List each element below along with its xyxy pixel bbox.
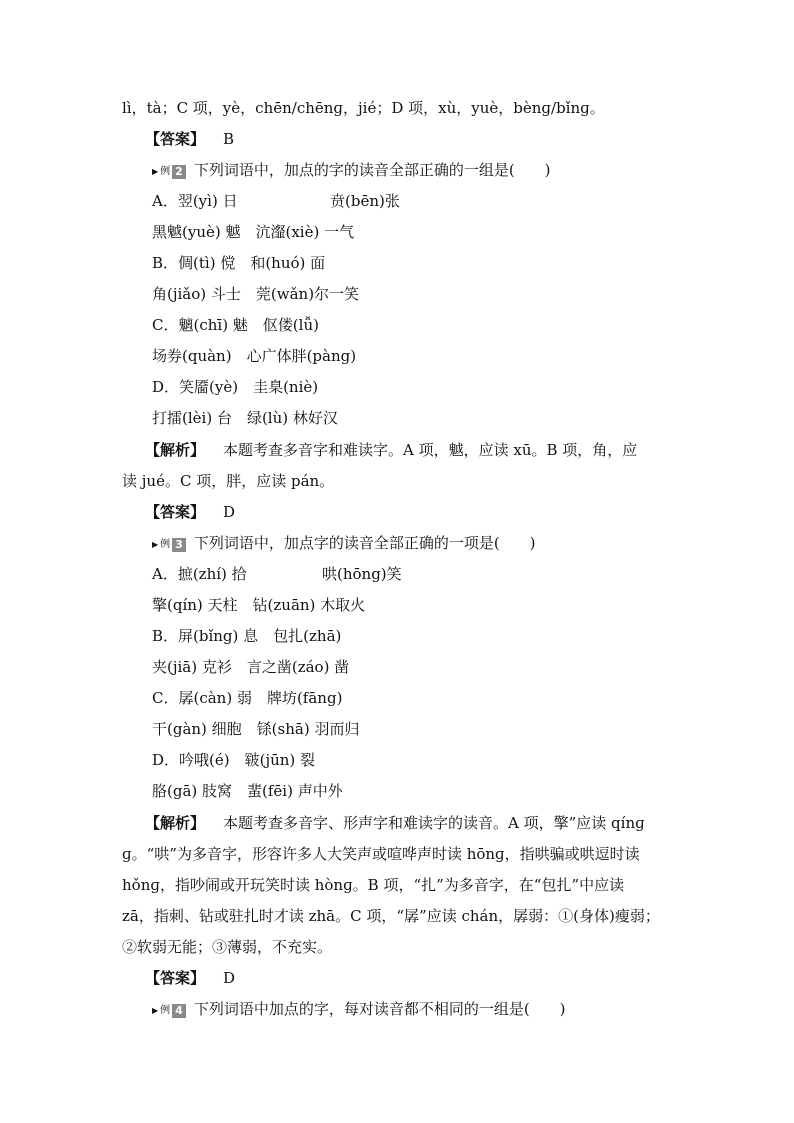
explanation-label: 【解析】 [145,441,206,459]
option-line: 场券(quàn) 心广体胖(pàng) [152,347,357,365]
answer-label: 【答案】 [145,503,206,521]
answer-value: D [223,969,236,987]
answer-label: 【答案】 [145,130,206,148]
explanation-line: ②软弱无能；③薄弱，不充实。 [122,938,333,956]
explanation-line [145,440,705,460]
question-text: 下列词语中加点的字，每对读音都不相同的一组是( ) [193,1000,566,1018]
option-line: 胳(gā) 肢窝 蜚(fēi) 声中外 [152,782,343,800]
explanation-text: 本题考查多音字和难读字。A 项，魆，应读 xū。B 项，角，应 [223,441,638,459]
answer-line [145,968,705,988]
example-badge-label: 例 [160,1005,171,1016]
question-text: 下列词语中，加点字的读音全部正确的一项是( ) [193,534,536,552]
option-line: D．吟哦(é) 皲(jūn) 裂 [152,751,316,769]
example-question [152,160,712,182]
answer-value: D [223,503,236,521]
answer-line [145,502,705,522]
option-line [152,564,712,584]
example-badge-label: 例 [160,539,171,550]
text-line: lì，tà；C 项，yè，chēn/chēnɡ，jié；D 项，xù，yuè，bènɡ/bǐnɡ。 [122,99,605,117]
example-question [152,999,712,1021]
option-line: 擎(qín) 天柱 钻(zuān) 木取火 [152,596,366,614]
triangle-icon: ▶ [152,167,159,176]
example-badge-label: 例 [160,166,171,177]
explanation-line: zā，指刺、钻或驻扎时才读 zhā。C 项，“孱”应读 chán，孱弱：①(身体)瘦弱； [122,907,660,925]
option-line [152,191,712,211]
explanation-text: 本题考查多音字、形声字和难读字的读音。A 项，擎”应读 qínɡ [223,814,645,832]
option-a-part1: A．翌(yì) 日 [152,192,238,210]
example-badge [152,1001,186,1021]
answer-value: B [223,130,235,148]
example-question [152,533,712,555]
option-line: 干(gàn) 细胞 铩(shā) 羽而归 [152,720,360,738]
example-badge-number: 2 [172,165,186,179]
answer-line [145,129,705,149]
option-line: 打擂(lèi) 台 绿(lù) 林好汉 [152,409,338,427]
answer-label: 【答案】 [145,969,206,987]
question-text: 下列词语中，加点的字的读音全部正确的一组是( ) [193,161,551,179]
option-line: D．笑靥(yè) 圭臬(niè) [152,378,319,396]
option-line: B．屏(bǐng) 息 包扎(zhā) [152,627,342,645]
example-badge-number: 3 [172,538,186,552]
explanation-line: hǒnɡ，指吵闹或开玩笑时读 hònɡ。B 项，“扎”为多音字，在“包扎”中应读 [122,876,625,894]
example-badge [152,162,186,182]
explanation-line [145,813,705,833]
option-line: C．孱(càn) 弱 牌坊(fāng) [152,689,343,707]
option-line: 角(jiǎo) 斗士 莞(wǎn)尔一笑 [152,285,360,303]
explanation-label: 【解析】 [145,814,206,832]
option-line: B．倜(tì) 傥 和(huó) 面 [152,254,326,272]
triangle-icon: ▶ [152,1006,159,1015]
option-a-part2: 哄(hōng)笑 [322,565,402,583]
option-line: C．魑(chī) 魅 伛偻(lǚ) [152,316,319,334]
option-a-part2: 贲(bēn)张 [330,192,400,210]
example-badge-number: 4 [172,1004,186,1018]
example-badge [152,535,186,555]
option-a-part1: A．摭(zhí) 拾 [152,565,247,583]
option-line: 夹(jiā) 克衫 言之凿(záo) 凿 [152,658,350,676]
triangle-icon: ▶ [152,540,159,549]
explanation-line: 读 jué。C 项，胖，应读 pán。 [122,472,335,490]
option-line: 黑魆(yuè) 魆 沆瀣(xiè) 一气 [152,223,355,241]
explanation-line: ɡ。“哄”为多音字，形容许多人大笑声或喧哗声时读 hōnɡ，指哄骗或哄逗时读 [122,845,640,863]
